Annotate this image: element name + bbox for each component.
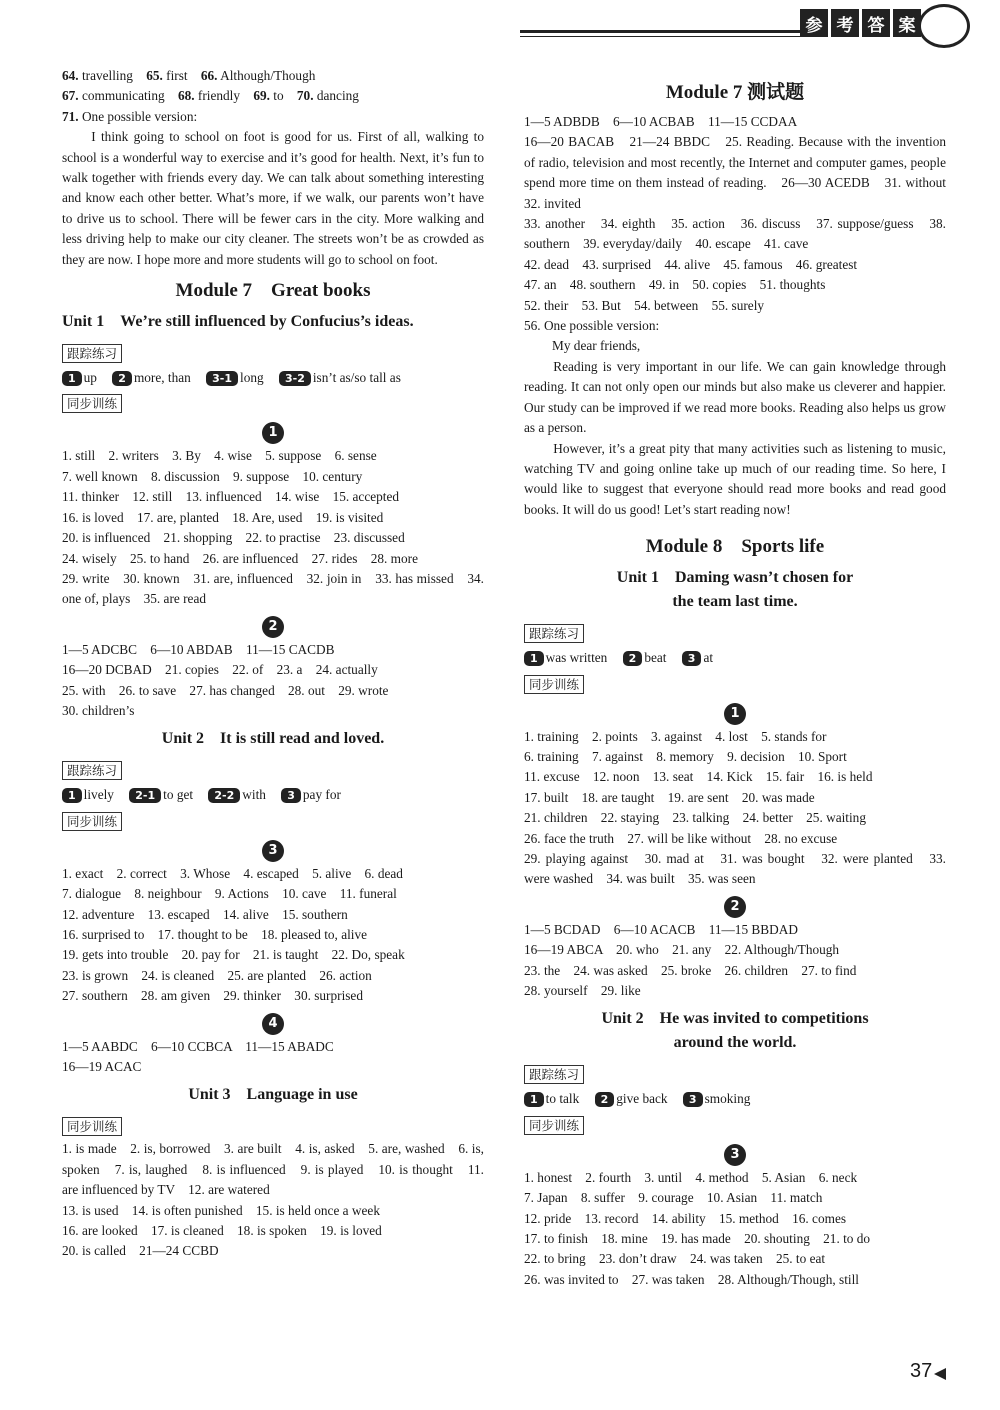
answer-line: 1. training 2. points 3. against 4. lost 5. stands for — [524, 728, 827, 744]
answer-line: 33. another 34. eighth 35. action 36. discuss 37. suppose/guess 38. southern 39. everyday/daily 40. escape 41. cave — [524, 216, 946, 252]
pill-answer: beat — [644, 650, 667, 666]
pill-number: 3-2 — [279, 371, 311, 386]
pill-answer: to talk — [545, 1091, 580, 1107]
section-number-badge: 1 — [262, 422, 284, 444]
pill-answer: smoking — [704, 1091, 751, 1107]
header-rule-thin — [520, 36, 800, 37]
header-rule — [520, 30, 800, 33]
pill-answer: isn’t as/so tall as — [312, 370, 401, 386]
answer-line: 23. is grown 24. is cleaned 25. are planted 26. action — [62, 967, 372, 983]
answer-line: 1—5 AABDC 6—10 CCBCA 11—15 ABADC — [62, 1038, 334, 1054]
answer-line: 16—19 ABCA 20. who 21. any 22. Although/Though — [524, 942, 840, 958]
pill-answer: up — [83, 370, 97, 386]
section-tag: 同步训练 — [524, 675, 584, 694]
answer-line: 7. Japan 8. suffer 9. courage 10. Asian 11. match — [524, 1190, 823, 1206]
answer-line: 71. One possible version: — [62, 108, 198, 124]
unit-title: Unit 1 We’re still influenced by Confucius’s ideas. — [62, 313, 414, 331]
section-tag: 跟踪练习 — [62, 344, 122, 363]
left-column — [62, 66, 484, 1262]
pill-number: 2 — [595, 1092, 615, 1107]
answer-key-header — [800, 8, 921, 38]
answer-line: 24. wisely 25. to hand 26. are influenced 27. rides 28. more — [62, 550, 418, 566]
answer-line: 64. travelling 65. first 66. Although/Though — [62, 68, 316, 83]
unit-title: Unit 2 He was invited to competitions — [601, 1010, 869, 1028]
answer-line: 26. was invited to 27. was taken 28. Although/Though, still — [524, 1271, 859, 1287]
section-number-badge: 1 — [724, 703, 746, 725]
letter-paragraph: Reading is very important in our life. We can gain knowledge through reading. It can not only open our minds but also make us cleverer and happier. Our study can be improved if we read more books. Reading also helps us grow as a person. — [524, 358, 946, 436]
answer-line: 16—20 DCBAD 21. copies 22. of 23. a 24. actually — [62, 662, 378, 678]
pill-number: 1 — [62, 788, 82, 803]
answer-line: 27. southern 28. am given 29. thinker 30. surprised — [62, 988, 363, 1004]
pill-row — [62, 368, 484, 388]
pill-answer: lively — [83, 787, 114, 803]
answer-line: 1. still 2. writers 3. By 4. wise 5. suppose 6. sense — [62, 448, 377, 464]
answer-line: 29. write 30. known 31. are, influenced 32. join in 33. has missed 34. one of, plays 35. are read — [62, 570, 484, 607]
pill-answer: was written — [545, 650, 608, 666]
answer-line: 56. One possible version: — [524, 318, 660, 334]
answer-line: 1—5 ADBDB 6—10 ACBAB 11—15 CCDAA — [524, 114, 798, 129]
answer-line: 1. exact 2. correct 3. Whose 4. escaped 5. alive 6. dead — [62, 865, 403, 881]
header-badge-icon — [918, 4, 970, 48]
module-title: Module 7 Great books — [175, 280, 371, 302]
section-tag: 跟踪练习 — [524, 624, 584, 643]
answer-line: 13. is used 14. is often punished 15. is held once a week — [62, 1202, 380, 1218]
answer-line: 19. gets into trouble 20. pay for 21. is taught 22. Do, speak — [62, 947, 405, 963]
right-column — [524, 66, 960, 1290]
answer-line: 1. honest 2. fourth 3. until 4. method 5. Asian 6. neck — [524, 1169, 858, 1185]
answer-line: 7. dialogue 8. neighbour 9. Actions 10. cave 11. funeral — [62, 886, 397, 902]
answer-line: 1. is made 2. is, borrowed 3. are built 4. is, asked 5. are, washed 6. is, spoken 7. is, laughed 8. is influenced 9. is played 10. is thought 11. are influenced by TV 12. are watered — [62, 1141, 484, 1198]
answer-line: 1—5 BCDAD 6—10 ACACB 11—15 BBDAD — [524, 921, 798, 937]
section-number-badge: 2 — [724, 896, 746, 918]
pill-number: 3 — [682, 651, 702, 666]
module-title: Module 8 Sports life — [645, 536, 825, 558]
test-title: Module 7 测试题 — [665, 82, 805, 103]
pill-number: 2-2 — [208, 788, 240, 803]
unit-title-line2: around the world. — [673, 1034, 797, 1052]
pill-number: 2 — [112, 371, 132, 386]
pill-row — [524, 1089, 946, 1109]
unit-title: Unit 2 It is still read and loved. — [161, 730, 385, 748]
pill-answer: more, than — [133, 370, 191, 386]
section-tag: 同步训练 — [62, 812, 122, 831]
header-char: 参 — [800, 9, 828, 37]
pill-number: 2 — [623, 651, 643, 666]
pill-answer: pay for — [302, 787, 341, 803]
answer-line: 16. is loved 17. are, planted 18. Are, used 19. is visited — [62, 509, 384, 525]
pill-answer: give back — [616, 1091, 668, 1107]
header-char: 考 — [831, 9, 859, 37]
page-number: 37 — [910, 1360, 933, 1382]
pill-answer: long — [240, 370, 264, 386]
section-number-badge: 2 — [262, 616, 284, 638]
section-tag: 同步训练 — [62, 394, 122, 413]
pill-number: 3 — [683, 1092, 703, 1107]
letter-paragraph: However, it’s a great pity that many activities such as listening to music, watching TV and going online take up much of our reading time. So here, I would like to suggest that everyone should read more books and read good books. It will do us good! Let’s start reading now! — [524, 440, 946, 517]
section-tag: 跟踪练习 — [524, 1065, 584, 1084]
pill-row — [524, 648, 946, 668]
answer-line: 20. is influenced 21. shopping 22. to practise 23. discussed — [62, 530, 405, 546]
pill-answer: at — [703, 650, 714, 666]
pill-number: 3 — [281, 788, 301, 803]
answer-line: 17. to finish 18. mine 19. has made 20. shouting 21. to do — [524, 1231, 871, 1247]
answer-line: 6. training 7. against 8. memory 9. decision 10. Sport — [524, 748, 847, 764]
section-number-badge: 4 — [262, 1013, 284, 1035]
answer-line: 23. the 24. was asked 25. broke 26. children 27. to find — [524, 962, 857, 978]
answer-line: 26. face the truth 27. will be like without 28. no excuse — [524, 830, 838, 846]
answer-line: 1—5 ADCBC 6—10 ABDAB 11—15 CACDB — [62, 641, 335, 657]
pill-answer: with — [242, 787, 266, 803]
section-tag: 同步训练 — [524, 1116, 584, 1135]
unit-title: Unit 1 Daming wasn’t chosen for — [616, 569, 854, 587]
answer-line: 16. are looked 17. is cleaned 18. is spoken 19. is loved — [62, 1223, 382, 1239]
header-char: 答 — [862, 9, 890, 37]
page-arrow-icon — [934, 1368, 946, 1380]
answer-line: 67. communicating 68. friendly 69. to 70. dancing — [62, 88, 359, 104]
answer-line: 11. thinker 12. still 13. influenced 14. wise 15. accepted — [62, 489, 400, 505]
section-tag: 同步训练 — [62, 1117, 122, 1136]
answer-line: 7. well known 8. discussion 9. suppose 10. century — [62, 468, 363, 484]
header-char: 案 — [893, 9, 921, 37]
answer-line: 42. dead 43. surprised 44. alive 45. famous 46. greatest — [524, 256, 858, 272]
pill-number: 2-1 — [129, 788, 161, 803]
section-number-badge: 3 — [724, 1144, 746, 1166]
pill-number: 3-1 — [206, 371, 238, 386]
answer-line: 52. their 53. But 54. between 55. surely — [524, 297, 765, 313]
answer-line: 21. children 22. staying 23. talking 24. better 25. waiting — [524, 810, 866, 826]
pill-number: 1 — [524, 651, 544, 666]
answer-line: 25. with 26. to save 27. has changed 28. out 29. wrote — [62, 682, 389, 698]
pill-row — [62, 785, 484, 805]
pill-answer: to get — [163, 787, 194, 803]
answer-line: 11. excuse 12. noon 13. seat 14. Kick 15. fair 16. is held — [524, 769, 873, 785]
answer-line: 17. built 18. are taught 19. are sent 20. was made — [524, 789, 815, 805]
answer-line: 16—19 ACAC — [62, 1059, 142, 1074]
unit-title: Unit 3 Language in use — [188, 1086, 358, 1104]
answer-line: 12. adventure 13. escaped 14. alive 15. southern — [62, 906, 348, 922]
letter-greeting: My dear friends, — [552, 338, 641, 354]
section-number-badge: 3 — [262, 840, 284, 862]
answer-line: 28. yourself 29. like — [524, 983, 641, 998]
answer-line: 20. is called 21—24 CCBD — [62, 1243, 219, 1259]
answer-line: 47. an 48. southern 49. in 50. copies 51. thoughts — [524, 277, 826, 293]
answer-line: 22. to bring 23. don’t draw 24. was taken 25. to eat — [524, 1251, 826, 1267]
answer-line: 12. pride 13. record 14. ability 15. method 16. comes — [524, 1210, 847, 1226]
section-tag: 跟踪练习 — [62, 761, 122, 780]
unit-title-line2: the team last time. — [672, 593, 798, 611]
answer-line: 16—20 BACAB 21—24 BBDC 25. Reading. Because with the invention of radio, television and most recently, the Internet and computer games, people spend more time on them instead of reading. 26—30 ACEDB 31. without 32. invited — [524, 134, 960, 211]
pill-number: 1 — [524, 1092, 544, 1107]
answer-line: 29. playing against 30. mad at 31. was bought 32. were planted 33. were washed 34. was built 35. was seen — [524, 850, 946, 887]
answer-line: 30. children’s — [62, 702, 135, 718]
answer-line: 16. surprised to 17. thought to be 18. pleased to, alive — [62, 926, 368, 942]
pill-number: 1 — [62, 371, 82, 386]
essay: I think going to school on foot is good for us. First of all, walking to school is a wonderful way to exercise and it’s good for health. Next, it’s fun to walk together with friends every day. We can talk about something interesting and know each other better. What’s more, if we walk, our parents won’t have to drive us to school. There will be fewer cars in the city. More walking and less driving help to make our city cleaner. The streets won’t be as crowded as they are now. I hope more and more students will go to school on foot. — [62, 129, 484, 267]
